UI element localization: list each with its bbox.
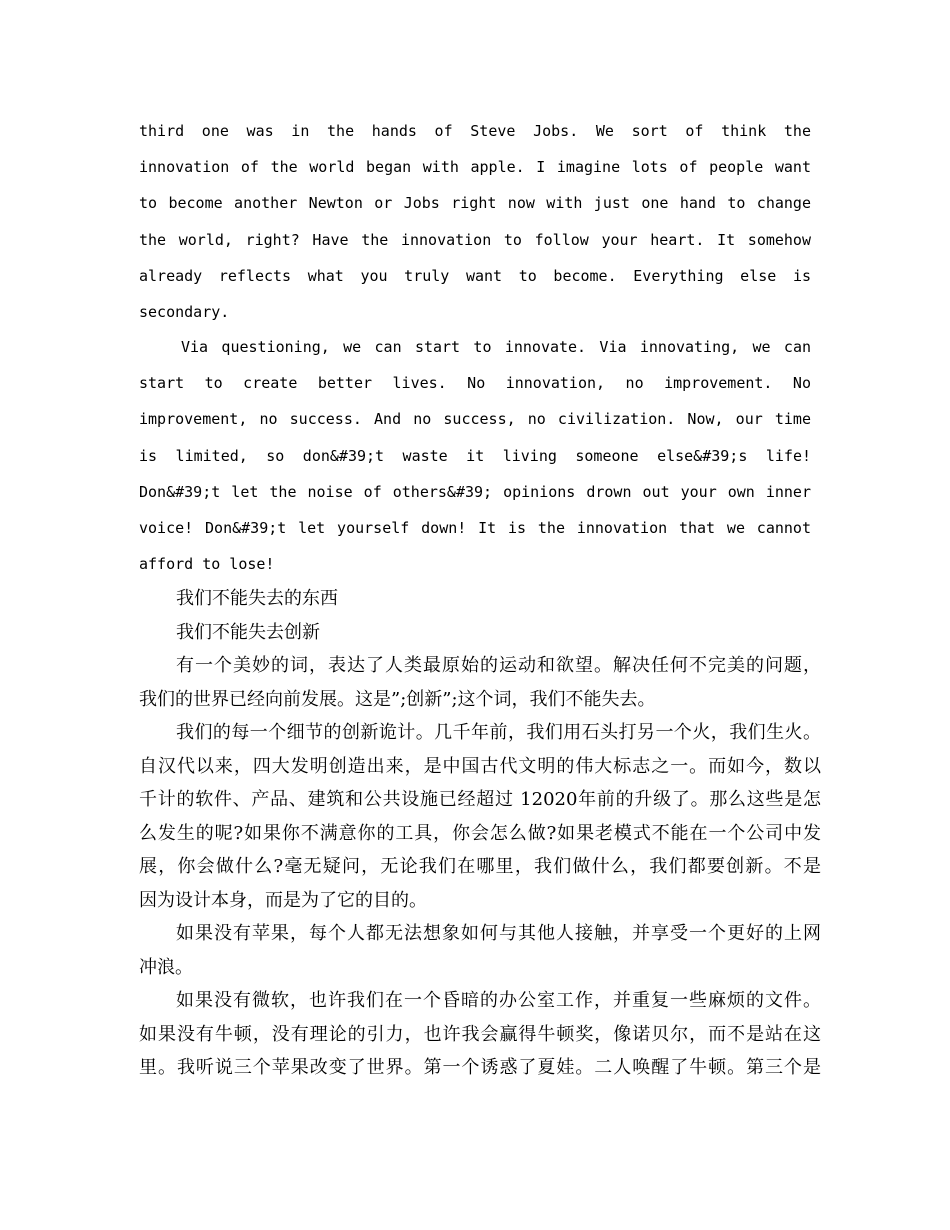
text-line: 如果没有苹果，每个人都无法想象如何与其他人接触，并享受一个更好的上网 [176,923,821,944]
text-line: third one was in the hands of Steve Jobs. We sort of think the [139,122,811,140]
english-paragraph-1 [139,113,811,330]
english-paragraph-2 [139,329,811,582]
text-line: 我们的每一个细节的创新诡计。几千年前，我们用石头打另一个火，我们生火。 [176,722,821,743]
text-line: 冲浪。 [139,956,193,978]
text-line: innovation of the world began with apple. I imagine lots of people want [139,158,811,177]
text-line: already reflects what you truly want to become. Everything else is [139,266,811,285]
text-line: secondary. [139,302,230,321]
text-line: 如果没有牛顿，没有理论的引力，也许我会赢得牛顿奖，像诺贝尔，而不是站在这 [139,1023,821,1045]
text-line: improvement, no success. And no success, no civilization. Now, our time [139,410,811,429]
text-line: 因为设计本身，而是为了它的目的。 [139,889,427,911]
text-line: afford to lose! [139,555,275,574]
text-line: 如果没有微软，也许我们在一个昏暗的办公室工作，并重复一些麻烦的文件。 [176,990,821,1011]
text-line: 展，你会做什么?毫无疑问，无论我们在哪里，我们做什么，我们都要创新。不是 [139,856,821,877]
text-line: 里。我听说三个苹果改变了世界。第一个诱惑了夏娃。二人唤醒了牛顿。第三个是 [139,1057,821,1078]
text-line: to become another Newton or Jobs right now with just one hand to change [139,194,811,213]
text-line: 有一个美妙的词，表达了人类最原始的运动和欲望。解决任何不完美的问题， [176,655,821,676]
text-line: Don&#39;t let the noise of others&#39; opinions drown out your own inner [139,482,811,501]
section-subtitle: 我们不能失去创新 [176,621,320,643]
text-line: 千计的软件、产品、建筑和公共设施已经超过 12020年前的升级了。那么这些是怎 [139,789,821,810]
text-line: voice! Don&#39;t let yourself down! It is the innovation that we cannot [139,518,811,537]
text-line: 我们的世界已经向前发展。这是”;创新”;这个词，我们不能失去。 [139,688,656,710]
text-line: 自汉代以来，四大发明创造出来，是中国古代文明的伟大标志之一。而如今，数以 [139,755,821,777]
text-line: the world, right? Have the innovation to follow your heart. It somehow [139,230,811,249]
text-line: 么发生的呢?如果你不满意你的工具，你会怎么做?如果老模式不能在一个公司中发 [139,822,821,844]
section-title: 我们不能失去的东西 [176,588,338,609]
text-line: is limited, so don&#39;t waste it living someone else&#39;s life! [139,446,811,465]
text-line: start to create better lives. No innovation, no improvement. No [139,374,811,393]
chinese-section [139,582,821,1085]
text-line: Via questioning, we can start to innovate. Via innovating, we can [181,338,811,356]
